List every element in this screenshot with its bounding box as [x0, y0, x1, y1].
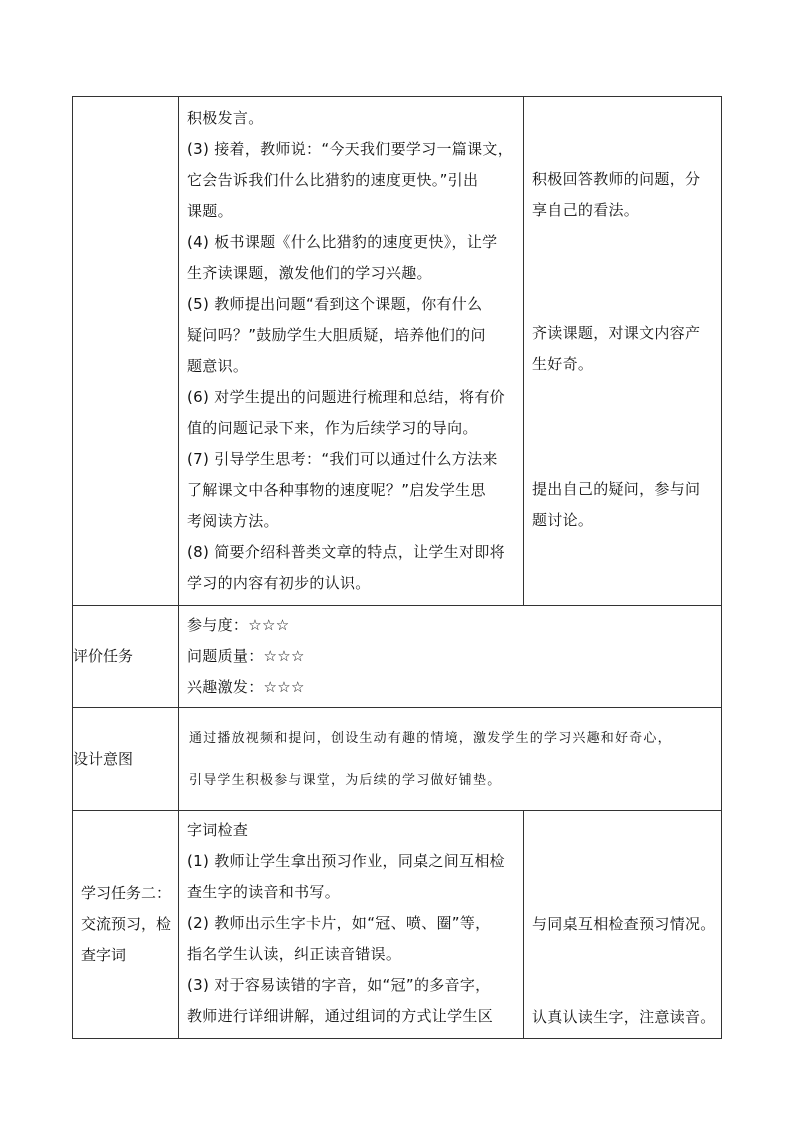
text-line: 生齐读课题，激发他们的学习兴趣。	[187, 264, 432, 282]
text-line: 认真认读生字，注意读音。	[532, 1008, 716, 1026]
evaluation-row	[73, 606, 722, 708]
student-activity-text	[524, 97, 721, 605]
text-line: (8) 简要介绍科普类文章的特点，让学生对即将	[187, 543, 505, 561]
text-line: (2) 教师出示生字卡片，如“冠、喷、圈”等，	[187, 914, 491, 932]
text-line: 了解课文中各种事物的速度呢？”启发学生思	[187, 481, 486, 499]
text-line: 交流预习，检	[81, 915, 172, 933]
student-activity-block	[532, 474, 700, 536]
text-line: 通过播放视频和提问，创设生动有趣的情境，激发学生的学习兴趣和好奇心，	[189, 731, 672, 746]
text-line: 生好奇。	[532, 355, 594, 373]
design-intent-cell	[179, 708, 722, 811]
text-line: 它会告诉我们什么比猎豹的速度更快。”引出	[187, 171, 479, 189]
text-line: 教师进行详细讲解，通过组词的方式让学生区	[187, 1007, 494, 1025]
text-line: (6) 对学生提出的问题进行梳理和总结，将有价	[187, 388, 505, 406]
text-line: 指名学生认读，纠正读音错误。	[187, 945, 402, 963]
text-line: 积极回答教师的问题，分	[532, 170, 701, 188]
text-line: 值的问题记录下来，作为后续学习的导向。	[187, 419, 478, 437]
text-line: 与同桌互相检查预习情况。	[532, 915, 716, 933]
student-activity-cell	[524, 97, 722, 606]
text-line: (4) 板书课题《什么比猎豹的速度更快》，让学	[187, 233, 498, 251]
task2-label-cell	[73, 811, 179, 1039]
task-label-cell-empty	[73, 97, 179, 606]
text-line: (5) 教师提出问题“看到这个课题，你有什么	[187, 295, 483, 313]
task2-row	[73, 811, 722, 1039]
text-line: (3) 接着，教师说：“今天我们要学习一篇课文，	[187, 140, 513, 158]
student-activity-block	[532, 909, 716, 940]
evaluation-cell	[179, 606, 722, 708]
task2-student-text	[524, 811, 721, 1038]
text-line: 考阅读方法。	[187, 512, 279, 530]
student-activity-block	[532, 164, 700, 226]
text-line: 引导学生积极参与课堂，为后续的学习做好铺垫。	[189, 773, 502, 788]
text-line: 题讨论。	[532, 511, 594, 529]
student-activity-block	[532, 318, 700, 380]
text-line: 课题。	[187, 202, 233, 220]
student-activity-block	[532, 1002, 716, 1033]
text-line: 查生字的读音和书写。	[187, 883, 341, 901]
text-line: 享自己的看法。	[532, 201, 640, 219]
task2-teacher-cell	[179, 811, 524, 1039]
design-intent-text	[179, 708, 721, 810]
text-line: 学习的内容有初步的认识。	[187, 574, 371, 592]
design-intent-row	[73, 708, 722, 811]
evaluation-item: 参与度：☆☆☆	[187, 616, 290, 634]
teacher-activity-cell	[179, 97, 524, 606]
text-line: 齐读课题，对课文内容产	[532, 324, 701, 342]
design-intent-label: 设计意图	[73, 708, 179, 811]
evaluation-item: 兴趣激发：☆☆☆	[187, 678, 305, 696]
text-line: 学习任务二：	[81, 884, 172, 902]
text-line: 积极发言。	[187, 109, 264, 127]
evaluation-item: 问题质量：☆☆☆	[187, 647, 305, 665]
text-line: (3) 对于容易读错的字音，如“冠”的多音字，	[187, 976, 491, 994]
task2-student-cell	[524, 811, 722, 1039]
task2-label	[73, 878, 178, 971]
text-line: 查字词	[81, 946, 127, 964]
activity-row	[73, 97, 722, 606]
text-line: (7) 引导学生思考：“我们可以通过什么方法来	[187, 450, 498, 468]
text-line: 提出自己的疑问，参与问	[532, 480, 701, 498]
evaluation-text	[179, 606, 721, 703]
text-line: 疑问吗？”鼓励学生大胆质疑，培养他们的问	[187, 326, 486, 344]
text-line: 字词检查	[187, 821, 249, 839]
text-line: (1) 教师让学生拿出预习作业，同桌之间互相检	[187, 852, 505, 870]
lesson-plan-table	[72, 96, 722, 1039]
text-line: 题意识。	[187, 357, 249, 375]
evaluation-label: 评价任务	[73, 606, 179, 708]
task2-teacher-text	[179, 811, 523, 1032]
teacher-activity-text	[179, 97, 523, 599]
